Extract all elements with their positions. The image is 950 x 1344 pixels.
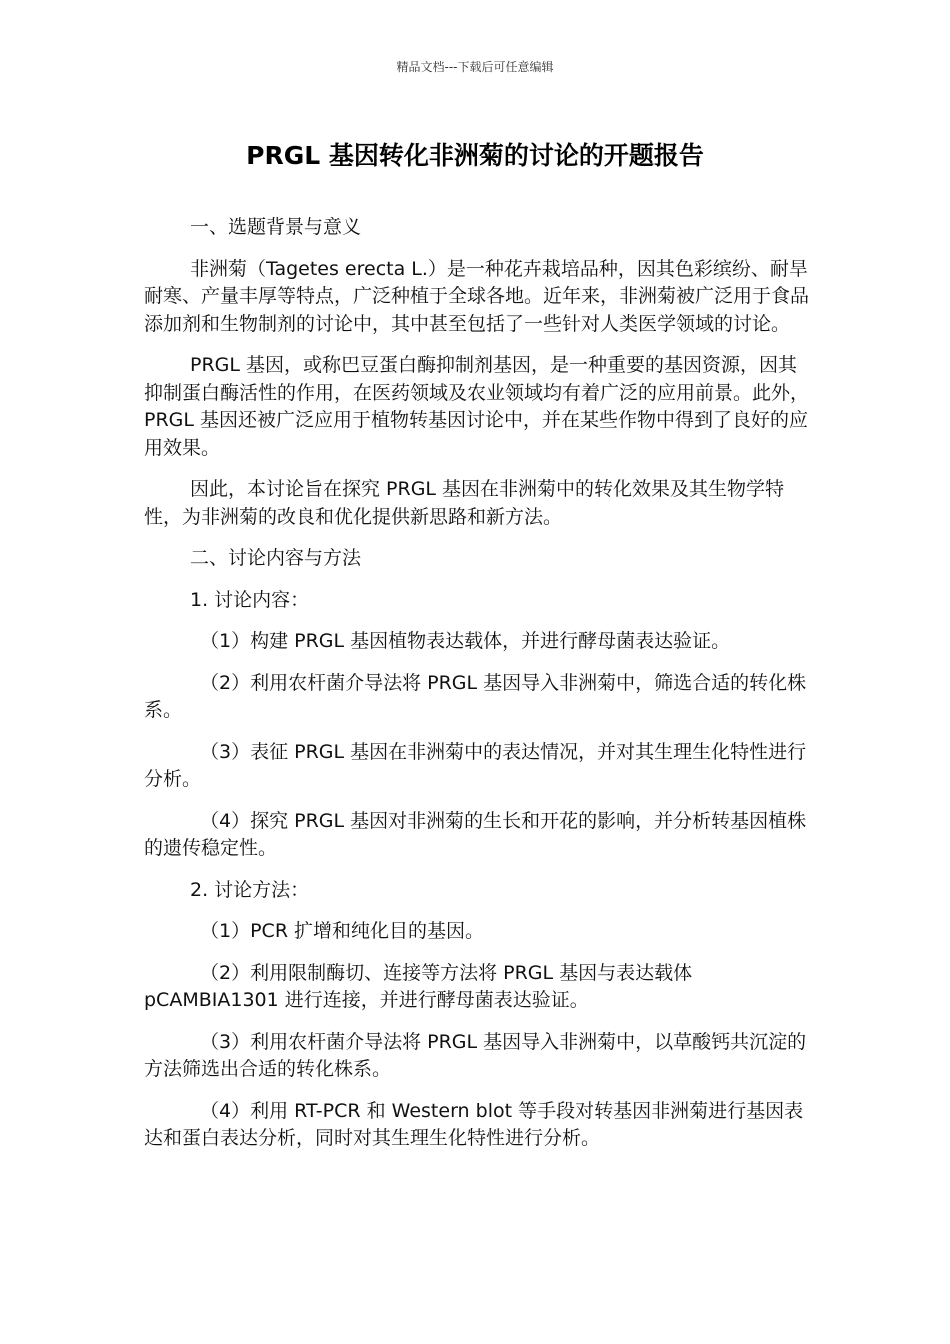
- section1-paragraph-1: 非洲菊（Tagetes erecta L.）是一种花卉栽培品种，因其色彩缤纷、耐旱耐寒、产量丰厚等特点，广泛种植于全球各地。近年来，非洲菊被广泛用于食品添加剂和生物制剂的讨论中，其中甚至包括了一些针对人类医学领域的讨论。: [144, 257, 810, 335]
- document-title: PRGL 基因转化非洲菊的讨论的开题报告: [246, 141, 704, 170]
- section1-paragraph-2: PRGL 基因，或称巴豆蛋白酶抑制剂基因，是一种重要的基因资源，因其抑制蛋白酶活性的作用，在医药领域及农业领域均有着广泛的应用前景。此外，PRGL 基因还被广泛应用于植物转基因讨论中，并在某些作物中得到了良好的应用效果。: [144, 354, 810, 459]
- section1-heading: 一、选题背景与意义: [190, 216, 362, 238]
- section1-paragraph-3: 因此，本讨论旨在探究 PRGL 基因在非洲菊中的转化效果及其生物学特性，为非洲菊的改良和优化提供新思路和新方法。: [144, 478, 785, 528]
- method-item-3: （3）利用农杆菌介导法将 PRGL 基因导入非洲菊中，以草酸钙共沉淀的方法筛选出合适的转化株系。: [144, 1030, 807, 1080]
- method-item-2: （2）利用限制酶切、连接等方法将 PRGL 基因与表达载体 pCAMBIA1301 进行连接，并进行酵母菌表达验证。: [144, 961, 693, 1011]
- content-item-2: （2）利用农杆菌介导法将 PRGL 基因导入非洲菊中，筛选合适的转化株系。: [144, 671, 807, 721]
- method-heading: 2. 讨论方法：: [190, 878, 310, 901]
- content-item-4: （4）探究 PRGL 基因对非洲菊的生长和开花的影响，并分析转基因植株的遗传稳定性。: [144, 809, 807, 859]
- method-item-1: （1）PCR 扩增和纯化目的基因。: [200, 920, 485, 942]
- content-item-1: （1）构建 PRGL 基因植物表达载体，并进行酵母菌表达验证。: [200, 630, 731, 652]
- document-body: [144, 214, 812, 1167]
- header-watermark: 精品文档---下载后可任意编辑: [396, 60, 554, 74]
- content-item-3: （3）表征 PRGL 基因在非洲菊中的表达情况，并对其生理生化特性进行分析。: [144, 740, 807, 790]
- method-item-4: （4）利用 RT-PCR 和 Western blot 等手段对转基因非洲菊进行基因表达和蛋白表达分析，同时对其生理生化特性进行分析。: [144, 1099, 804, 1149]
- content-heading: 1. 讨论内容：: [190, 588, 310, 611]
- section2-heading: 二、讨论内容与方法: [190, 547, 362, 569]
